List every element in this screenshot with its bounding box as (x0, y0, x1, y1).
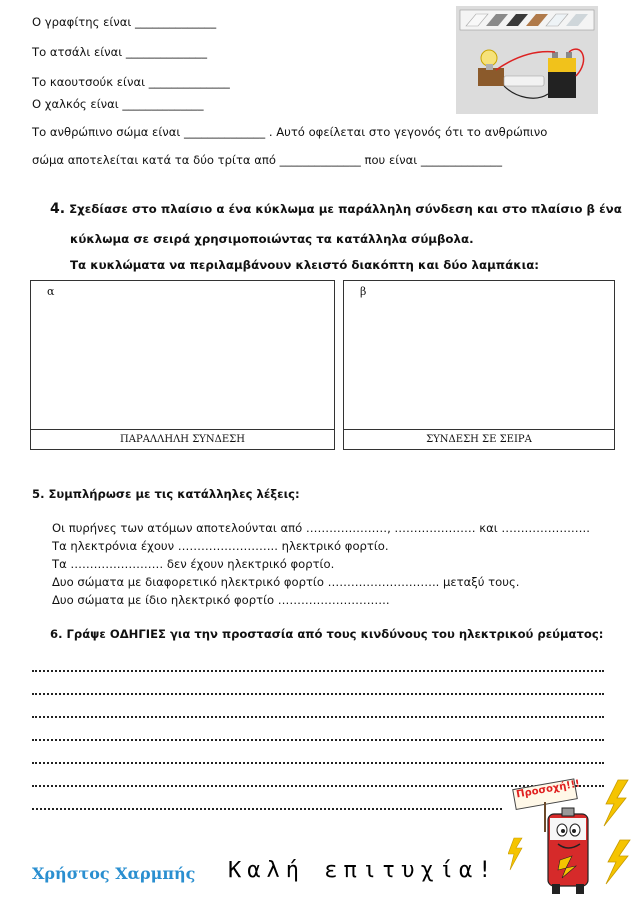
intro-line-rubber: Το καουτσούκ είναι ______________ (32, 75, 230, 89)
good-luck-message: Καλή επιτυχία! (228, 858, 498, 883)
q5-line-2: Τα ηλεκτρόνια έχουν …………………….. ηλεκτρικό φορτίο. (52, 539, 389, 553)
answer-line-4[interactable] (32, 731, 604, 741)
q4-line-3: Τα κυκλώματα να περιλαμβάνουν κλειστό διακόπτη και δύο λαμπάκια: (70, 258, 540, 272)
answer-line-3[interactable] (32, 708, 604, 718)
intro-line-copper: Ο χαλκός είναι ______________ (32, 97, 204, 111)
box-a-label: α (47, 285, 55, 298)
intro-line-steel: Το ατσάλι είναι ______________ (32, 45, 208, 59)
intro-line-graphite: Ο γραφίτης είναι ______________ (32, 15, 217, 29)
q5-line-5: Δυο σώματα με ίδιο ηλεκτρικό φορτίο ……………………….. (52, 593, 390, 607)
circuit-illustration (456, 6, 598, 114)
q6-title: 6. Γράψε ΟΔΗΓΙΕΣ για την προστασία από τους κινδύνους του ηλεκτρικού ρεύματος: (50, 627, 604, 641)
answer-line-1[interactable] (32, 662, 604, 672)
intro-line-body-1: Το ανθρώπινο σώμα είναι ______________ . Αυτό οφείλεται στο γεγονός ότι το ανθρώπινο (32, 125, 548, 139)
warning-sign-text: Προσοχή!!! (515, 778, 581, 801)
q4-line-1-text: Σχεδίασε στο πλαίσιο α ένα κύκλωμα με παράλληλη σύνδεση και στο πλαίσιο β ένα (69, 202, 622, 216)
answer-line-7[interactable] (32, 800, 502, 810)
q5-line-1: Οι πυρήνες των ατόμων αποτελούνται από …………………, ………………… και ………………….. (52, 521, 590, 535)
q4-line-1 (50, 201, 622, 217)
box-b-caption: ΣΥΝΔΕΣΗ ΣΕ ΣΕΙΡΑ (344, 429, 614, 449)
author-name: Χρήστος Χαρμπής (32, 864, 196, 883)
answer-line-2[interactable] (32, 685, 604, 695)
q5-line-4: Δυο σώματα με διαφορετικό ηλεκτρικό φορτίο ……………………….. μεταξύ τους. (52, 575, 520, 589)
box-b-drawing-area[interactable] (343, 280, 615, 450)
q5-title: 5. Συμπλήρωσε με τις κατάλληλες λέξεις: (32, 487, 300, 501)
box-a-caption: ΠΑΡΑΛΛΗΛΗ ΣΥΝΔΕΣΗ (31, 429, 334, 449)
box-b-label: β (360, 285, 367, 298)
q5-line-3: Τα …………………… δεν έχουν ηλεκτρικό φορτίο. (52, 557, 335, 571)
battery-mascot-illustration (508, 778, 634, 898)
intro-line-body-2: σώμα αποτελείται κατά τα δύο τρίτα από ______________ που είναι ______________ (32, 153, 503, 167)
q4-line-2: κύκλωμα σε σειρά χρησιμοποιώντας τα κατάλληλα σύμβολα. (70, 232, 474, 246)
answer-line-5[interactable] (32, 754, 604, 764)
box-a-drawing-area[interactable] (30, 280, 335, 450)
q4-number: 4. (50, 201, 66, 217)
